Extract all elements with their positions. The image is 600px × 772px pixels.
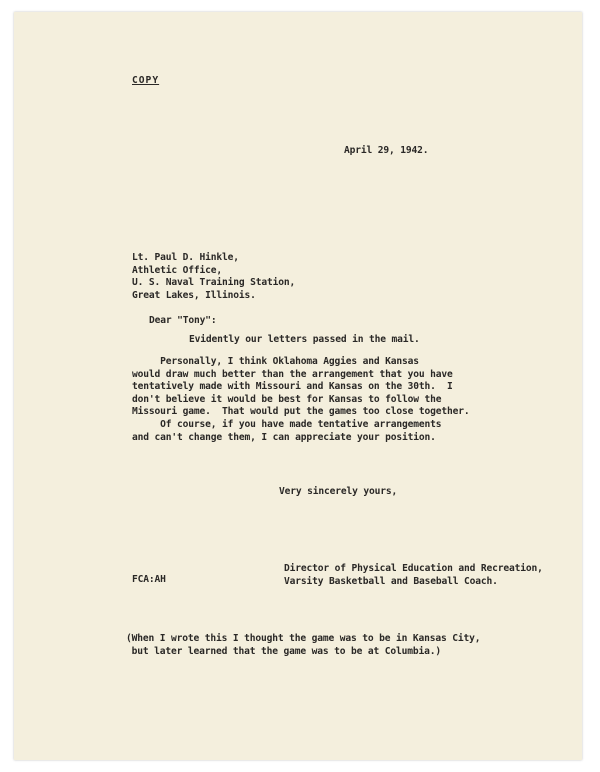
- closing: Very sincerely yours,: [279, 486, 398, 497]
- paragraph-line: don't believe it would be best for Kansas to follow the: [132, 393, 442, 405]
- address-line: Great Lakes, Illinois.: [132, 289, 256, 301]
- letter-page: [14, 12, 582, 760]
- recipient-address: [132, 252, 295, 302]
- paragraph-line: tentatively made with Missouri and Kansas on the 30th. I: [132, 381, 453, 392]
- paragraph-line: Of course, if you have made tentative arrangements: [132, 419, 442, 430]
- handwritten-note: [126, 633, 480, 658]
- paragraph-line: Evidently our letters passed in the mail.: [189, 334, 420, 345]
- paragraph-3: [132, 419, 441, 444]
- address-line: Athletic Office,: [132, 264, 223, 276]
- paragraph-line: Personally, I think Oklahoma Aggies and Kansas: [132, 356, 419, 367]
- signature-line: Director of Physical Education and Recreation,: [284, 563, 543, 574]
- paragraph-2: [132, 356, 470, 419]
- paragraph-line: Missouri game. That would put the games too close together.: [132, 406, 470, 417]
- paragraph-1: [189, 334, 420, 347]
- salutation: Dear "Tony":: [149, 315, 217, 326]
- signature-title: [284, 563, 543, 588]
- signature-line: Varsity Basketball and Baseball Coach.: [284, 575, 498, 587]
- copy-heading: COPY: [132, 75, 160, 86]
- letter-date: April 29, 1942.: [344, 145, 429, 156]
- note-line: (When I wrote this I thought the game was to be in Kansas City,: [126, 633, 481, 644]
- note-line: but later learned that the game was to be at Columbia.): [126, 645, 442, 657]
- paragraph-line: would draw much better than the arrangement that you have: [132, 368, 453, 380]
- address-line: U. S. Naval Training Station,: [132, 277, 296, 288]
- reference-initials: FCA:AH: [132, 574, 166, 585]
- paragraph-line: and can't change them, I can appreciate your position.: [132, 431, 436, 443]
- address-line: Lt. Paul D. Hinkle,: [132, 252, 239, 263]
